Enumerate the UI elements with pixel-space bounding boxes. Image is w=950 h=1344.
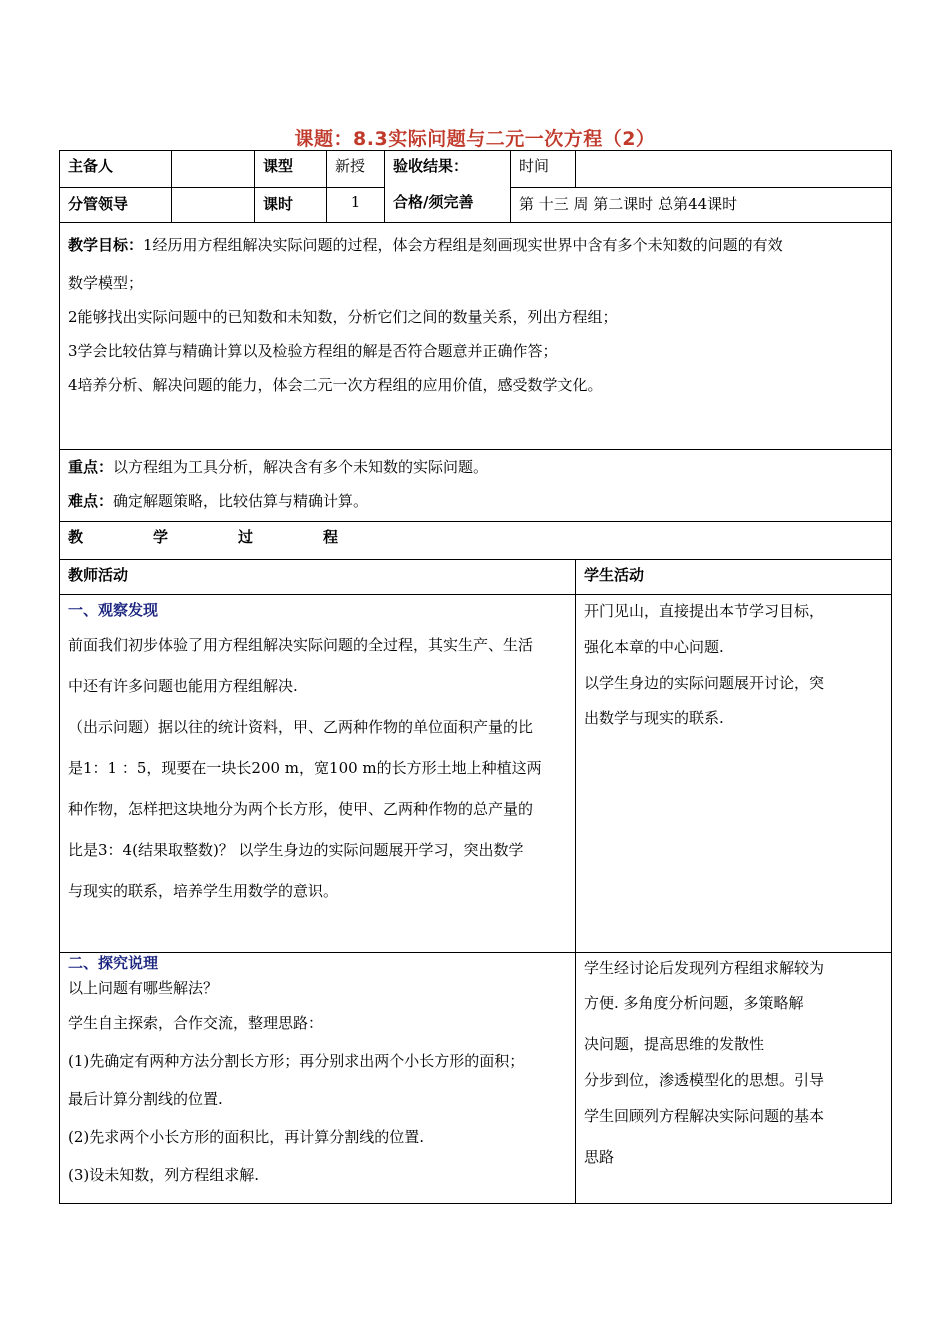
goals-row (60, 223, 892, 450)
page-title: 课题：8.3实际问题与二元一次方程（2） (294, 128, 656, 150)
key-label: 重点： (68, 458, 114, 476)
goals-label: 教学目标： (68, 236, 144, 254)
section1-student-line: 出数学与现实的联系. (584, 709, 724, 727)
difficulty-text: 确定解题策略，比较估算与精确计算。 (113, 492, 369, 510)
section2-line: 学生自主探索，合作交流，整理思路： (68, 1014, 324, 1032)
focus-row (60, 450, 892, 522)
period-value: 1 (327, 188, 385, 223)
goal-2: 2能够找出实际问题中的已知数和未知数，分析它们之间的数量关系，列出方程组； (68, 308, 618, 326)
section1-student-line: 强化本章的中心问题. (584, 638, 724, 656)
section2-heading: 二、探究说理 (68, 954, 159, 972)
section2-student-line: 学生回顾列方程解决实际问题的基本 (584, 1107, 825, 1125)
section2-student-line: 决问题，提高思维的发散性 (584, 1035, 765, 1053)
section2-student (576, 953, 892, 1204)
section1-line: 是1：1 ：5，现要在一块长200 m，宽100 m的长方形土地上种植这两 (68, 759, 542, 777)
goal-4: 4培养分析、解决问题的能力，体会二元一次方程组的应用价值，感受数学文化。 (68, 376, 603, 394)
leader-label: 分管领导 (60, 188, 172, 223)
key-text: 以方程组为工具分析，解决含有多个未知数的实际问题。 (113, 458, 489, 476)
process-char-2: 学 (153, 528, 169, 546)
section1-line: 前面我们初步体验了用方程组解决实际问题的全过程，其实生产、生活 (68, 636, 534, 654)
lesson-plan-table (59, 150, 892, 1204)
section1-teacher (60, 595, 576, 953)
section1-student-line: 开门见山，直接提出本节学习目标， (584, 602, 825, 620)
key-points (60, 450, 892, 522)
section1-row (60, 595, 892, 953)
process-char-3: 过 (238, 528, 254, 546)
type-label: 课型 (255, 151, 327, 188)
teaching-process-header (60, 522, 892, 560)
check-label: 验收结果： (385, 151, 511, 188)
pass-label: 合格/须完善 (385, 188, 511, 223)
goal-1-continued: 数学模型； (68, 274, 144, 292)
section1-line: （出示问题）据以往的统计资料，甲、乙两种作物的单位面积产量的比 (68, 718, 534, 736)
preparer-label: 主备人 (60, 151, 172, 188)
type-value: 新授 (327, 151, 385, 188)
section2-student-line: 分步到位，渗透模型化的思想。引导 (584, 1071, 825, 1089)
process-char-4: 程 (323, 528, 339, 546)
preparer-value (172, 151, 255, 188)
section1-line: 比是3：4(结果取整数)？ 以学生身边的实际问题展开学习，突出数学 (68, 841, 524, 859)
schedule-text: 第 十三 周 第二课时 总第44课时 (511, 188, 892, 223)
goal-1: 1经历用方程组解决实际问题的过程，体会方程组是刻画现实世界中含有多个未知数的问题的有效 (143, 236, 783, 254)
section1-line: 中还有许多问题也能用方程组解决. (68, 677, 298, 695)
section1-line: 种作物，怎样把这块地分为两个长方形，使甲、乙两种作物的总产量的 (68, 800, 534, 818)
process-char-1: 教 (68, 528, 84, 546)
section2-line: (2)先求两个小长方形的面积比，再计算分割线的位置. (68, 1128, 425, 1146)
section2-teacher (60, 953, 576, 1204)
section2-line: 以上问题有哪些解法？ (68, 979, 219, 997)
teacher-activity-header: 教师活动 (60, 560, 576, 595)
section1-line: 与现实的联系，培养学生用数学的意识。 (68, 882, 339, 900)
section2-student-line: 思路 (584, 1148, 615, 1166)
section1-heading: 一、观察发现 (68, 601, 159, 619)
section2-row (60, 953, 892, 1204)
teaching-goals (60, 223, 892, 450)
period-label: 课时 (255, 188, 327, 223)
section2-line: (1)先确定有两种方法分割长方形；再分别求出两个小长方形的面积； (68, 1052, 525, 1070)
time-value (576, 151, 892, 188)
info-row-2 (60, 188, 892, 223)
section2-line: 最后计算分割线的位置. (68, 1090, 223, 1108)
process-row (60, 522, 892, 560)
section1-student-line: 以学生身边的实际问题展开讨论，突 (584, 674, 825, 692)
goal-3: 3学会比较估算与精确计算以及检验方程组的解是否符合题意并正确作答； (68, 342, 558, 360)
column-header-row (60, 560, 892, 595)
section2-student-line: 学生经讨论后发现列方程组求解较为 (584, 959, 825, 977)
section1-student (576, 595, 892, 953)
leader-value (172, 188, 255, 223)
info-row-1 (60, 151, 892, 188)
section2-student-line: 方便. 多角度分析问题，多策略解 (584, 994, 804, 1012)
time-label: 时间 (511, 151, 576, 188)
section2-line: (3)设未知数，列方程组求解. (68, 1166, 260, 1184)
student-activity-header: 学生活动 (576, 560, 892, 595)
difficulty-label: 难点： (68, 492, 114, 510)
